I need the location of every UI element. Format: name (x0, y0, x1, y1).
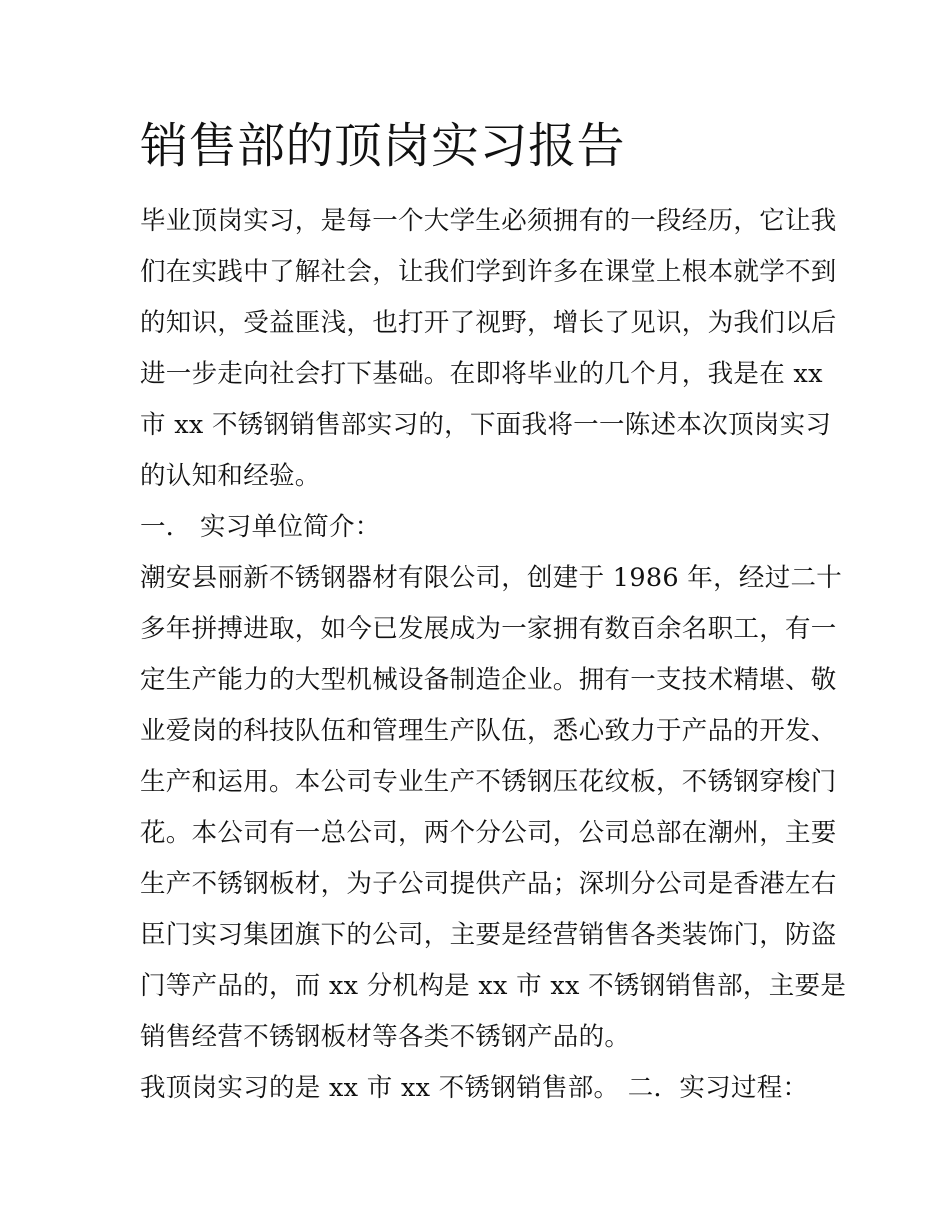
body-line: 门等产品的，而 xx 分机构是 xx 市 xx 不锈钢销售部，主要是 (140, 971, 847, 1001)
document-body (140, 196, 847, 1114)
body-line: 销售经营不锈钢板材等各类不锈钢产品的。 (140, 1022, 631, 1052)
body-line: 潮安县丽新不锈钢器材有限公司，创建于 1986 年，经过二十 (140, 563, 843, 593)
body-line: 我顶岗实习的是 xx 市 xx 不锈钢销售部。 二．实习过程： (140, 1073, 809, 1103)
body-line: 生产不锈钢板材，为子公司提供产品；深圳分公司是香港左右 (140, 869, 837, 899)
body-line: 花。本公司有一总公司，两个分公司，公司总部在潮州，主要 (140, 818, 837, 848)
body-line: 们在实践中了解社会，让我们学到许多在课堂上根本就学不到 (140, 257, 837, 287)
body-line: 的认知和经验。 (140, 461, 321, 491)
section-heading: 一． 实习单位简介： (140, 512, 381, 542)
body-line: 多年拼搏进取，如今已发展成为一家拥有数百余名职工，有一 (140, 614, 837, 644)
body-line: 的知识，受益匪浅，也打开了视野，增长了见识，为我们以后 (140, 308, 837, 338)
body-line: 业爱岗的科技队伍和管理生产队伍，悉心致力于产品的开发、 (140, 716, 837, 746)
body-line: 进一步走向社会打下基础。在即将毕业的几个月，我是在 xx (140, 359, 823, 389)
body-line: 定生产能力的大型机械设备制造企业。拥有一支技术精堪、敬 (140, 665, 837, 695)
body-line: 臣门实习集团旗下的公司，主要是经营销售各类装饰门，防盗 (140, 920, 837, 950)
body-line: 生产和运用。本公司专业生产不锈钢压花纹板，不锈钢穿梭门 (140, 767, 837, 797)
document-title: 销售部的顶岗实习报告 (140, 118, 626, 174)
body-line: 市 xx 不锈钢销售部实习的，下面我将一一陈述本次顶岗实习 (140, 410, 832, 440)
body-line: 毕业顶岗实习，是每一个大学生必须拥有的一段经历，它让我 (140, 206, 837, 236)
